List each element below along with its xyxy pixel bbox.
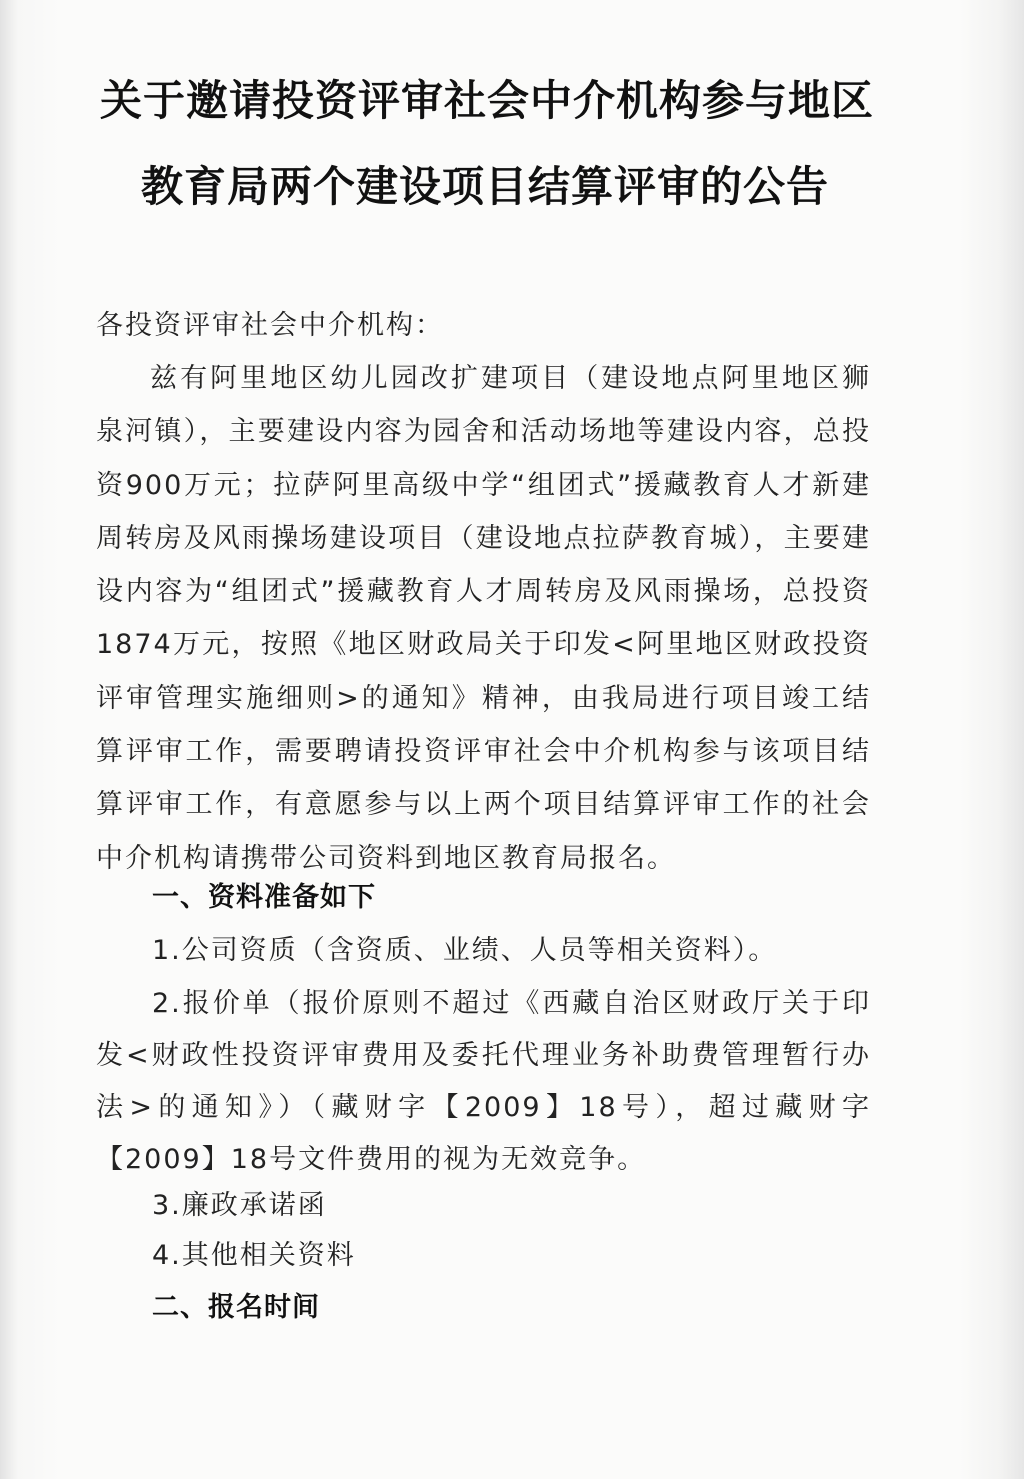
salutation: 各投资评审社会中介机构： xyxy=(96,310,444,341)
intro-paragraph: 兹有阿里地区幼儿园改扩建项目（建设地点阿里地区狮泉河镇），主要建设内容为园舍和活动场地等建设内容，总投资900万元；拉萨阿里高级中学“组团式”援藏教育人才新建周转房及风雨操场建设项目（建设地点拉萨教育城），主要建设内容为“组团式”援藏教育人才周转房及风雨操场，总投资1874万元，按照《地区财政局关于印发<阿里地区财政投资评审管理实施细则>的通知》精神，由我局进行项目竣工结算评审工作，需要聘请投资评审社会中介机构参与该项目结算评审工作，有意愿参与以上两个项目结算评审工作的社会中介机构请携带公司资料到地区教育局报名。 xyxy=(96,363,871,874)
list-item: 2.报价单（报价原则不超过《西藏自治区财政厅关于印发<财政性投资评审费用及委托代理业务补助费管理暂行办法>的通知》）（藏财字【2009】18号），超过藏财字【2009】18号文件费用的视为无效竞争。 xyxy=(96,988,871,1175)
list-item: 1.公司资质（含资质、业绩、人员等相关资料）。 xyxy=(152,935,778,966)
document-title-line-2: 教育局两个建设项目结算评审的公告 xyxy=(140,162,829,211)
section-heading-materials: 一、资料准备如下 xyxy=(152,882,376,913)
list-item: 4.其他相关资料 xyxy=(152,1240,356,1271)
section-heading-registration-time: 二、报名时间 xyxy=(152,1292,320,1323)
document-title-line-1: 关于邀请投资评审社会中介机构参与地区 xyxy=(100,76,875,125)
list-item: 3.廉政承诺函 xyxy=(152,1190,327,1221)
